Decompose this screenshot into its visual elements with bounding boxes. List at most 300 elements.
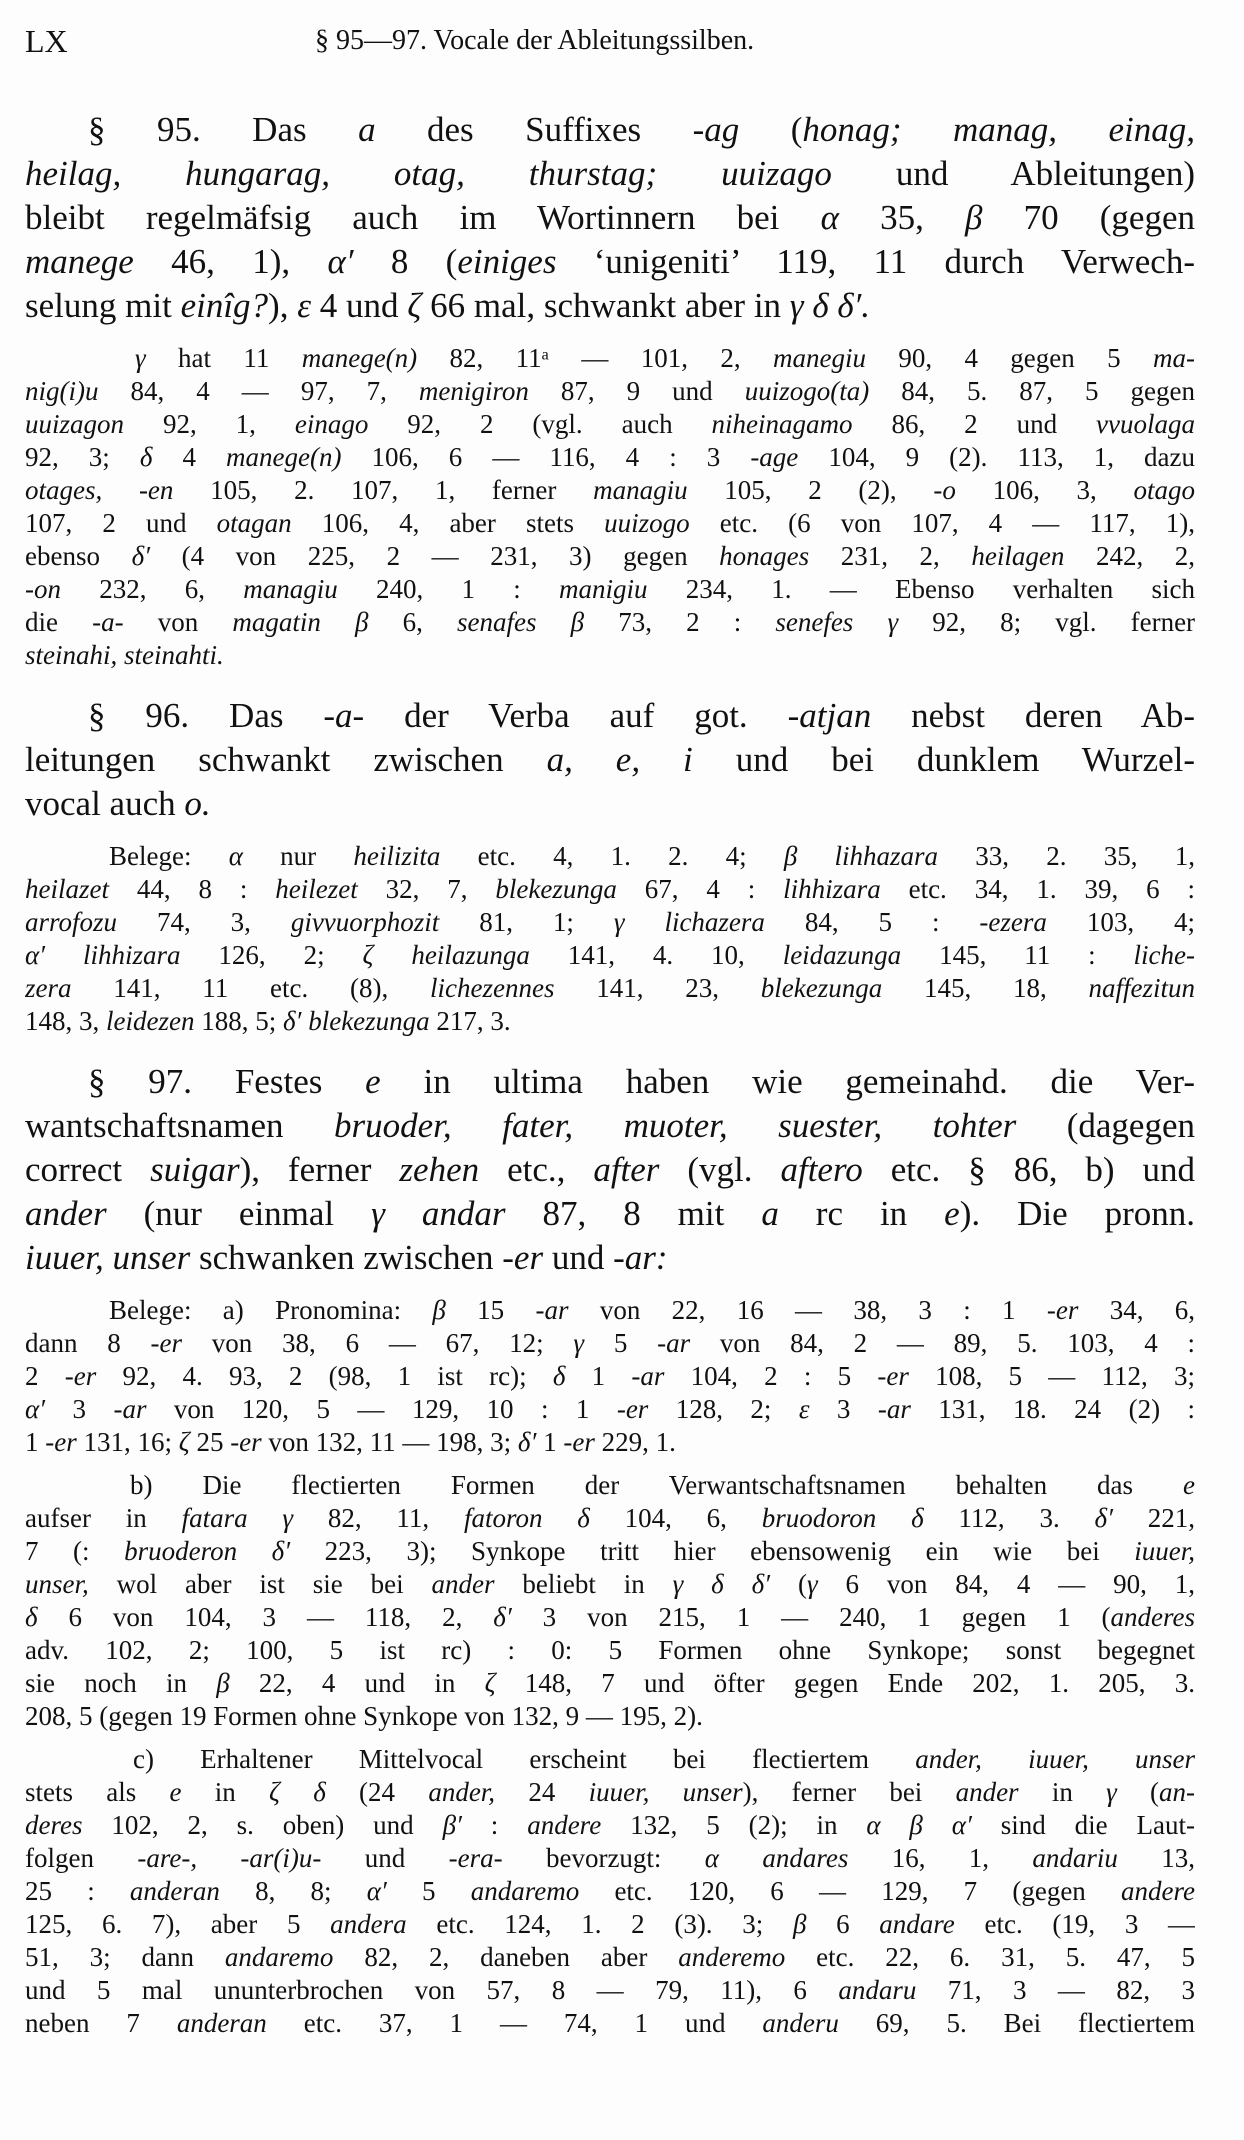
text-segment: 5 bbox=[584, 1328, 658, 1358]
italic-text-segment: honages bbox=[719, 541, 810, 571]
italic-text-segment: γ δ δ′. bbox=[789, 286, 871, 325]
italic-text-segment: arrofozu bbox=[25, 907, 118, 937]
text-segment: 8, 8; bbox=[219, 1876, 367, 1906]
text-line bbox=[25, 782, 1195, 826]
text-segment: etc. 120, 6 — 129, 7 (gegen bbox=[579, 1876, 1122, 1906]
italic-text-segment: ζ bbox=[407, 286, 422, 325]
italic-text-segment: β bbox=[216, 1668, 230, 1698]
italic-text-segment: blekezunga bbox=[308, 1006, 430, 1036]
text-segment: 107, 2 und bbox=[25, 508, 217, 538]
italic-text-segment: a bbox=[358, 110, 376, 149]
text-segment: dann 8 bbox=[25, 1328, 151, 1358]
text-segment: 34, 6, bbox=[1078, 1295, 1195, 1325]
text-segment: 105, 2. 107, 1, ferner bbox=[173, 475, 594, 505]
paragraph-sec-96 bbox=[25, 694, 1195, 826]
italic-text-segment: a bbox=[761, 1194, 779, 1233]
text-line bbox=[25, 2007, 1195, 2040]
text-segment: von 84, 2 — 89, 5. 103, 4 : bbox=[690, 1328, 1195, 1358]
paragraph-sec-97-c bbox=[25, 1743, 1195, 2040]
italic-text-segment: -on bbox=[25, 574, 61, 604]
italic-text-segment: -ar bbox=[657, 1328, 691, 1358]
italic-text-segment: α bbox=[228, 841, 243, 871]
italic-text-segment: δ bbox=[911, 1503, 924, 1533]
text-line bbox=[25, 1941, 1195, 1974]
text-segment bbox=[248, 1503, 283, 1533]
italic-text-segment: uuizagon bbox=[25, 409, 125, 439]
text-segment bbox=[853, 607, 887, 637]
text-segment: ( bbox=[739, 110, 803, 149]
text-line bbox=[25, 1535, 1195, 1568]
italic-text-segment: manege(n) bbox=[301, 343, 418, 373]
text-segment: neben 7 bbox=[25, 2008, 177, 2038]
text-segment: ), ferner bei bbox=[742, 1777, 956, 1807]
italic-text-segment: -er bbox=[64, 1361, 97, 1391]
italic-text-segment: anderan bbox=[129, 1876, 220, 1906]
italic-text-segment: -er bbox=[45, 1427, 77, 1457]
text-segment: 87, 8 mit bbox=[505, 1194, 762, 1233]
text-line bbox=[25, 507, 1195, 540]
italic-text-segment: β bbox=[355, 607, 369, 637]
text-segment: (24 bbox=[325, 1777, 429, 1807]
text-segment: 232, 6, bbox=[61, 574, 244, 604]
italic-text-segment: blekezunga bbox=[760, 973, 883, 1003]
text-line bbox=[25, 1294, 1195, 1327]
italic-text-segment: givvuorphozit bbox=[290, 907, 440, 937]
text-line bbox=[25, 240, 1195, 284]
italic-text-segment: ζ bbox=[178, 1427, 190, 1457]
text-segment: 106, 6 — 116, 4 : 3 bbox=[341, 442, 751, 472]
text-segment: 74, 3, bbox=[117, 907, 291, 937]
italic-text-segment: lihhazara bbox=[834, 841, 939, 871]
text-segment: ebenso bbox=[25, 541, 132, 571]
paragraph-sec-95 bbox=[25, 108, 1195, 328]
text-segment: bleibt regelmäfsig auch im Wortinnern bei bbox=[25, 198, 821, 237]
text-segment: und Ableitungen) bbox=[831, 154, 1195, 193]
italic-text-segment: fatoron bbox=[463, 1503, 543, 1533]
italic-text-segment: ε bbox=[297, 286, 311, 325]
italic-text-segment: a, e, i bbox=[546, 740, 693, 779]
text-segment: c) Erhaltener Mittelvocal erscheint bei flectiertem bbox=[133, 1744, 916, 1774]
text-segment bbox=[385, 1194, 422, 1233]
italic-text-segment: γ bbox=[806, 1569, 818, 1599]
text-segment: 104, 6, bbox=[589, 1503, 762, 1533]
text-segment: Belege: bbox=[109, 841, 229, 871]
italic-text-segment: γ bbox=[1106, 1777, 1117, 1807]
italic-text-segment: zera bbox=[25, 973, 72, 1003]
italic-text-segment: andera bbox=[330, 1909, 407, 1939]
italic-text-segment: -ezera bbox=[979, 907, 1047, 937]
italic-text-segment: ε bbox=[798, 1394, 810, 1424]
italic-text-segment: ma- bbox=[1153, 343, 1195, 373]
text-line bbox=[25, 1667, 1195, 1700]
italic-text-segment: β bbox=[965, 198, 983, 237]
italic-text-segment: ander bbox=[431, 1569, 495, 1599]
italic-text-segment: heilizita bbox=[353, 841, 441, 871]
text-line bbox=[25, 408, 1195, 441]
text-segment: und bbox=[543, 1238, 614, 1277]
text-segment: 108, 5 — 112, 3; bbox=[908, 1361, 1195, 1391]
text-segment: ‘unigeniti’ 119, 11 durch Verwech- bbox=[556, 242, 1195, 281]
text-segment bbox=[719, 1843, 762, 1873]
italic-text-segment: α′ bbox=[25, 940, 46, 970]
italic-text-segment: e bbox=[365, 1062, 381, 1101]
italic-text-segment: andere bbox=[527, 1810, 602, 1840]
italic-text-segment: -er bbox=[502, 1238, 544, 1277]
text-segment: 148, 7 und öfter gegen Ende 202, 1. 205, 3. bbox=[495, 1668, 1195, 1698]
text-line bbox=[25, 342, 1195, 375]
text-segment: (nur einmal bbox=[106, 1194, 372, 1233]
text-line bbox=[25, 1700, 1195, 1733]
text-segment: aufser in bbox=[25, 1503, 182, 1533]
text-segment: vocal auch bbox=[25, 784, 185, 823]
italic-text-segment: β bbox=[783, 841, 798, 871]
italic-text-segment: -er bbox=[1046, 1295, 1079, 1325]
text-segment: 16, 1, bbox=[848, 1843, 1033, 1873]
text-segment: 86, 2 und bbox=[852, 409, 1097, 439]
text-segment: 44, 8 : bbox=[108, 874, 276, 904]
text-segment: 71, 3 — 82, 3 bbox=[916, 1975, 1195, 2005]
italic-text-segment: heilazet bbox=[25, 874, 109, 904]
text-segment: etc. (19, 3 — bbox=[954, 1909, 1195, 1939]
paragraph-gap bbox=[25, 1733, 1195, 1743]
italic-text-segment: andariu bbox=[1032, 1843, 1118, 1873]
italic-text-segment: bruoder, fater, muoter, suester, tohter bbox=[334, 1106, 1017, 1145]
italic-text-segment: δ′ bbox=[1094, 1503, 1113, 1533]
text-segment: 32, 7, bbox=[357, 874, 496, 904]
text-segment: von 132, 11 — 198, 3; bbox=[261, 1427, 518, 1457]
text-segment: 92, 8; vgl. ferner bbox=[898, 607, 1195, 637]
italic-text-segment: fatara bbox=[181, 1503, 248, 1533]
italic-text-segment: ander, bbox=[428, 1777, 496, 1807]
text-segment: 105, 2 (2), bbox=[687, 475, 934, 505]
text-segment bbox=[876, 1503, 911, 1533]
italic-text-segment: -ar bbox=[631, 1361, 665, 1391]
italic-text-segment: uuizogo bbox=[604, 508, 690, 538]
italic-text-segment: δ bbox=[25, 1602, 38, 1632]
text-segment: in bbox=[181, 1777, 270, 1807]
text-segment: etc. (6 von 107, 4 — 117, 1), bbox=[689, 508, 1195, 538]
italic-text-segment: γ bbox=[613, 907, 625, 937]
italic-text-segment: anderan bbox=[176, 2008, 267, 2038]
italic-text-segment: uuizogo(ta) bbox=[744, 376, 870, 406]
paragraph-sec-95-notes bbox=[25, 342, 1195, 672]
italic-text-segment: heilezet bbox=[275, 874, 358, 904]
text-segment: 15 bbox=[445, 1295, 536, 1325]
text-line bbox=[25, 606, 1195, 639]
paragraph-sec-97-a bbox=[25, 1294, 1195, 1459]
page-body bbox=[25, 108, 1195, 2040]
italic-text-segment: δ bbox=[552, 1361, 566, 1391]
text-segment: 106, 4, aber stets bbox=[291, 508, 605, 538]
text-segment: sind die Laut- bbox=[971, 1810, 1195, 1840]
text-segment: in ultima haben wie gemeinahd. die Ver- bbox=[380, 1062, 1195, 1101]
italic-text-segment: honag; manag, einag, bbox=[802, 110, 1195, 149]
italic-text-segment: -er bbox=[150, 1328, 183, 1358]
text-segment: stets als bbox=[25, 1777, 170, 1807]
italic-text-segment: δ′ bbox=[282, 1006, 302, 1036]
italic-text-segment: ander bbox=[955, 1777, 1019, 1807]
text-line bbox=[25, 1743, 1195, 1776]
text-segment: 3 bbox=[809, 1394, 878, 1424]
text-segment: ). Die pronn. bbox=[959, 1194, 1195, 1233]
text-segment: 4 und bbox=[311, 286, 408, 325]
text-segment: 221, bbox=[1113, 1503, 1195, 1533]
text-segment: 51, 3; dann bbox=[25, 1942, 225, 1972]
italic-text-segment: leidezen bbox=[106, 1006, 195, 1036]
italic-text-segment: iuuer, unser bbox=[25, 1238, 191, 1277]
text-line bbox=[25, 639, 1195, 672]
italic-text-segment: ζ bbox=[484, 1668, 496, 1698]
text-line bbox=[25, 441, 1195, 474]
text-segment: 223, 3); Synkope tritt hier ebensowenig ein wie bei bbox=[290, 1536, 1135, 1566]
italic-text-segment: -o bbox=[933, 475, 956, 505]
italic-text-segment: -are-, -ar(i)u- bbox=[137, 1843, 322, 1873]
italic-text-segment: -ar bbox=[877, 1394, 911, 1424]
text-segment: 82, 2, daneben aber bbox=[333, 1942, 679, 1972]
italic-text-segment: deres bbox=[25, 1810, 83, 1840]
text-segment: etc. 34, 1. 39, 6 : bbox=[880, 874, 1195, 904]
text-segment: ( bbox=[1116, 1777, 1159, 1807]
text-segment: und bei dunklem Wurzel- bbox=[692, 740, 1195, 779]
text-segment: etc. § 86, b) und bbox=[862, 1150, 1195, 1189]
text-segment: bevorzugt: bbox=[502, 1843, 705, 1873]
italic-text-segment: einiges bbox=[457, 242, 557, 281]
italic-text-segment: -atjan bbox=[787, 696, 872, 735]
text-segment: etc. 124, 1. 2 (3). 3; bbox=[406, 1909, 793, 1939]
text-line bbox=[25, 1192, 1195, 1236]
text-segment: 103, 4; bbox=[1046, 907, 1195, 937]
text-segment: 1 bbox=[25, 1427, 46, 1457]
text-segment: 3 bbox=[45, 1394, 114, 1424]
text-line bbox=[25, 108, 1195, 152]
italic-text-segment: α′ bbox=[366, 1876, 387, 1906]
italic-text-segment: γ bbox=[135, 343, 146, 373]
italic-text-segment: andares bbox=[762, 1843, 849, 1873]
italic-text-segment: lihhizara bbox=[83, 940, 181, 970]
text-segment: 66 mal, schwankt aber in bbox=[421, 286, 790, 325]
text-segment: § 97. Festes bbox=[88, 1062, 366, 1101]
text-segment: von 38, 6 — 67, 12; bbox=[182, 1328, 574, 1358]
text-segment: 141, 4. 10, bbox=[529, 940, 783, 970]
italic-text-segment: ander, iuuer, unser bbox=[915, 1744, 1195, 1774]
italic-text-segment: an- bbox=[1159, 1777, 1195, 1807]
text-segment: 46, 1), bbox=[133, 242, 328, 281]
text-line bbox=[25, 1060, 1195, 1104]
text-segment: ), bbox=[268, 286, 298, 325]
text-segment: und 5 mal ununterbrochen von 57, 8 — 79, 11), 6 bbox=[25, 1975, 839, 2005]
text-line bbox=[25, 284, 1195, 328]
italic-text-segment: andare bbox=[879, 1909, 955, 1939]
italic-text-segment: andere bbox=[1121, 1876, 1195, 1906]
italic-text-segment: α′ bbox=[25, 1394, 46, 1424]
text-segment: beliebt in bbox=[494, 1569, 673, 1599]
text-segment: 8 ( bbox=[353, 242, 458, 281]
italic-text-segment: β bbox=[432, 1295, 446, 1325]
text-segment: von 120, 5 — 129, 10 : 1 bbox=[146, 1394, 617, 1424]
text-segment: 87, 9 und bbox=[528, 376, 745, 406]
text-segment: 125, 6. 7), aber 5 bbox=[25, 1909, 331, 1939]
text-segment: sie noch in bbox=[25, 1668, 217, 1698]
text-segment: 7 (: bbox=[25, 1536, 125, 1566]
text-segment: 92, 2 (vgl. auch bbox=[368, 409, 712, 439]
italic-text-segment: ζ bbox=[362, 940, 374, 970]
italic-text-segment: manigiu bbox=[559, 574, 648, 604]
italic-text-segment: α bbox=[704, 1843, 719, 1873]
text-segment bbox=[625, 907, 665, 937]
italic-text-segment: -er bbox=[563, 1427, 595, 1457]
text-line bbox=[25, 1469, 1195, 1502]
text-line bbox=[25, 1360, 1195, 1393]
italic-text-segment: -ar: bbox=[613, 1238, 668, 1277]
text-segment bbox=[797, 841, 834, 871]
text-segment: 84, 5 : bbox=[764, 907, 980, 937]
text-line bbox=[25, 1502, 1195, 1535]
italic-text-segment: andaru bbox=[838, 1975, 917, 2005]
text-line bbox=[25, 474, 1195, 507]
italic-text-segment: leidazunga bbox=[782, 940, 902, 970]
running-title: § 95—97. Vocale der Ableitungssilben. bbox=[315, 25, 755, 56]
text-segment: 112, 3. bbox=[923, 1503, 1095, 1533]
text-segment bbox=[373, 940, 411, 970]
italic-text-segment: lichezennes bbox=[430, 973, 555, 1003]
text-segment: b) Die flectierten Formen der Verwantschaftsnamen behalten das bbox=[130, 1470, 1184, 1500]
italic-text-segment: magatin bbox=[232, 607, 321, 637]
italic-text-segment: unser, bbox=[25, 1569, 89, 1599]
italic-text-segment: heilazunga bbox=[411, 940, 530, 970]
italic-text-segment: -era- bbox=[448, 1843, 503, 1873]
text-segment: 6, bbox=[368, 607, 457, 637]
text-line bbox=[25, 1875, 1195, 1908]
text-segment: schwanken zwischen bbox=[190, 1238, 503, 1277]
italic-text-segment: iuuer, unser bbox=[588, 1777, 743, 1807]
italic-text-segment: bruodoron bbox=[761, 1503, 877, 1533]
text-line bbox=[25, 738, 1195, 782]
italic-text-segment: anderemo bbox=[678, 1942, 786, 1972]
italic-text-segment: senafes bbox=[457, 607, 537, 637]
text-line bbox=[25, 1809, 1195, 1842]
italic-text-segment: andaremo bbox=[224, 1942, 334, 1972]
text-line bbox=[25, 375, 1195, 408]
text-segment: folgen bbox=[25, 1843, 138, 1873]
text-segment: 132, 5 (2); in bbox=[601, 1810, 867, 1840]
text-segment: 81, 1; bbox=[439, 907, 614, 937]
text-segment: 131, 18. 24 (2) : bbox=[910, 1394, 1195, 1424]
paragraph-sec-97 bbox=[25, 1060, 1195, 1280]
text-line bbox=[25, 1393, 1195, 1426]
paragraph-gap bbox=[25, 826, 1195, 840]
paragraph-gap bbox=[25, 672, 1195, 694]
text-segment: die bbox=[25, 607, 93, 637]
italic-text-segment: e bbox=[1183, 1470, 1195, 1500]
text-line bbox=[25, 1974, 1195, 2007]
italic-text-segment: suigar bbox=[150, 1150, 240, 1189]
text-line bbox=[25, 1842, 1195, 1875]
italic-text-segment: α β α′ bbox=[866, 1810, 972, 1840]
paragraph-gap bbox=[25, 1038, 1195, 1060]
italic-text-segment: δ′ bbox=[493, 1602, 512, 1632]
text-line bbox=[25, 540, 1195, 573]
text-segment: Belege: a) Pronomina: bbox=[109, 1295, 433, 1325]
text-segment: nur bbox=[242, 841, 354, 871]
text-segment: 102, 2, s. oben) und bbox=[82, 1810, 443, 1840]
text-line bbox=[25, 1236, 1195, 1280]
italic-text-segment: menigiron bbox=[418, 376, 529, 406]
paragraph-gap bbox=[25, 1280, 1195, 1294]
text-segment: selung mit bbox=[25, 286, 181, 325]
text-segment: 106, 3, bbox=[955, 475, 1134, 505]
italic-text-segment: -ar bbox=[113, 1394, 147, 1424]
italic-text-segment: β bbox=[792, 1909, 807, 1939]
italic-text-segment: -er bbox=[616, 1394, 649, 1424]
text-line bbox=[25, 1776, 1195, 1809]
italic-text-segment: δ′ bbox=[131, 541, 151, 571]
text-segment: leitungen schwankt zwischen bbox=[25, 740, 547, 779]
italic-text-segment: liche- bbox=[1133, 940, 1195, 970]
text-segment: 131, 16; bbox=[76, 1427, 179, 1457]
text-line bbox=[25, 1601, 1195, 1634]
text-segment: etc. 22, 6. 31, 5. 47, 5 bbox=[785, 1942, 1195, 1972]
text-segment: in bbox=[1018, 1777, 1107, 1807]
italic-text-segment: -ag bbox=[692, 110, 740, 149]
text-segment: 3 von 215, 1 — 240, 1 gegen 1 ( bbox=[511, 1602, 1111, 1632]
italic-text-segment: δ′ bbox=[517, 1427, 537, 1457]
text-segment: 73, 2 : bbox=[584, 607, 776, 637]
italic-text-segment: -a- bbox=[323, 696, 365, 735]
text-segment: ), ferner bbox=[239, 1150, 400, 1189]
text-segment bbox=[321, 607, 355, 637]
text-segment: 70 (gegen bbox=[982, 198, 1195, 237]
text-segment: 188, 5; bbox=[194, 1006, 283, 1036]
text-segment: 13, bbox=[1117, 1843, 1195, 1873]
italic-text-segment: einîg? bbox=[180, 286, 269, 325]
text-segment: 2 bbox=[25, 1361, 65, 1391]
italic-text-segment: andar bbox=[421, 1194, 506, 1233]
text-line bbox=[25, 873, 1195, 906]
text-segment: 104, 2 : 5 bbox=[664, 1361, 878, 1391]
italic-text-segment: γ bbox=[282, 1503, 294, 1533]
text-segment: 67, 4 : bbox=[616, 874, 784, 904]
italic-text-segment: ζ δ bbox=[269, 1777, 326, 1807]
text-segment: 5 bbox=[386, 1876, 471, 1906]
italic-text-segment: niheinagamo bbox=[711, 409, 853, 439]
italic-text-segment: andaremo bbox=[470, 1876, 580, 1906]
italic-text-segment: vvuolaga bbox=[1096, 409, 1195, 439]
italic-text-segment: einago bbox=[294, 409, 369, 439]
text-segment: 25 bbox=[189, 1427, 231, 1457]
text-segment: § 95. Das bbox=[88, 110, 359, 149]
italic-text-segment: γ δ δ′ bbox=[672, 1569, 771, 1599]
text-segment: der Verba auf got. bbox=[364, 696, 788, 735]
text-segment: 234, 1. — Ebenso verhalten sich bbox=[647, 574, 1195, 604]
text-segment: 141, 11 etc. (8), bbox=[71, 973, 431, 1003]
text-segment: (dagegen bbox=[1016, 1106, 1195, 1145]
text-segment: wantschaftsnamen bbox=[25, 1106, 335, 1145]
italic-text-segment: o. bbox=[184, 784, 211, 823]
italic-text-segment: managiu bbox=[593, 475, 688, 505]
italic-text-segment: -ar bbox=[535, 1295, 569, 1325]
italic-text-segment: heilag, hungarag, otag, thurstag; uuizago bbox=[25, 154, 832, 193]
italic-text-segment: -er bbox=[230, 1427, 262, 1457]
text-segment: 104, 9 (2). 113, 1, dazu bbox=[798, 442, 1195, 472]
text-segment: 24 bbox=[495, 1777, 589, 1807]
italic-text-segment: manegiu bbox=[772, 343, 866, 373]
text-line bbox=[25, 1568, 1195, 1601]
text-line bbox=[25, 1327, 1195, 1360]
italic-text-segment: anderu bbox=[762, 2008, 839, 2038]
italic-text-segment: otagan bbox=[216, 508, 292, 538]
paragraph-gap bbox=[25, 1459, 1195, 1469]
text-segment bbox=[45, 940, 83, 970]
